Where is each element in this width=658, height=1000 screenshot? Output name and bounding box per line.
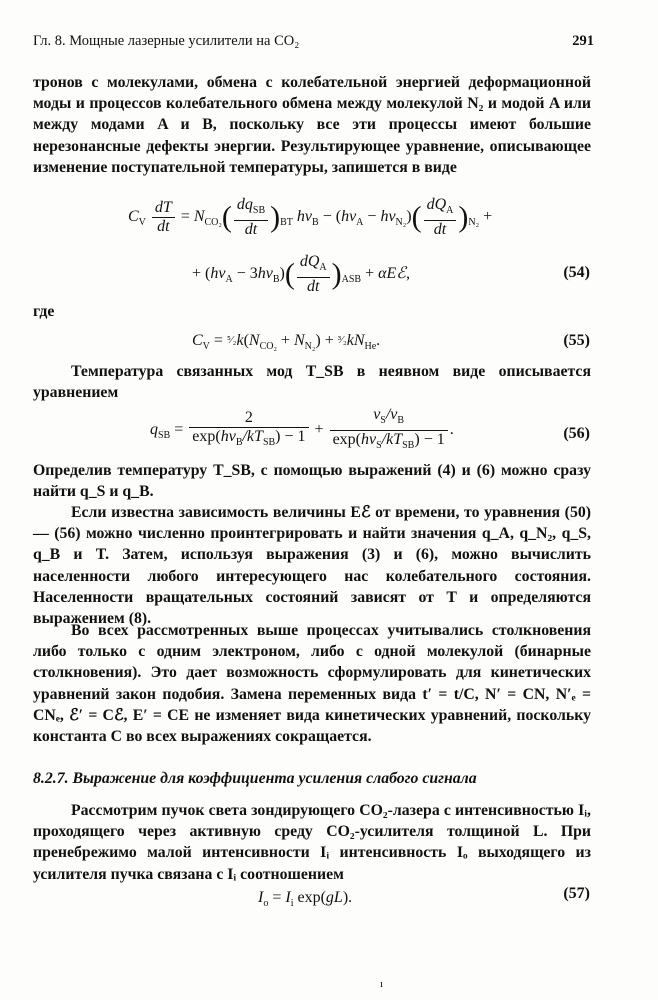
where-word: где (33, 303, 55, 320)
equation-55: $C_V$ = $^5⁄_2k(N_{CO_2} + N_{N_2})$ + $^3⁄_2kN_{He}$. (192, 332, 381, 352)
chapter-title: Гл. 8. Мощные лазерные усилители на CO₂ (33, 33, 300, 49)
equation-54-number: (54) (563, 264, 590, 281)
equation-54-line-1: $C_V$ $\frac{dT}{dt}$ = $N_{CO_2}$( $\frac{dq_{SB}}{dt}$ )$_{BT}$ $h\nu_B - (h\nu_A - h\nu_{N_2})$( $\frac{dQ_A}{dt}$ )$_{N_2}$ + (128, 196, 493, 238)
equation-56: $q_{SB}$ = $\frac{2}{\exp(h\nu_B/kT_{SB}) - 1}$ + $\frac{\nu_S/\nu_B}{\exp(h\nu_S/kT_{SB}) - 1}$ . (150, 406, 454, 451)
footer-mark: ı (380, 978, 384, 990)
equation-57-number: (57) (563, 885, 590, 902)
equation-55-number: (55) (563, 332, 590, 349)
equation-57: $I_o = I_i$ exp(gL). (258, 889, 353, 909)
paragraph-5: Во всех рассмотренных выше процессах учитывались столкновения либо только с одним электроном, либо с одной молекулой (бинарные столкновения). Это дает возможность сформулировать для кинетических уравнений закон подобия. Замена переменных вида t′ = t/C, N′ = CN, N′ₑ = CNₑ, ℰ′ = Cℰ, E′ = CE не изменяет вида кинетических уравнений, поскольку константа C во всех выражениях сокращается. (33, 622, 591, 746)
equation-56-number: (56) (563, 425, 590, 442)
section-heading: 8.2.7. Выражение для коэффициента усиления слабого сигнала (33, 770, 477, 787)
paragraph-1: тронов с молекулами, обмена с колебательной энергией деформационной моды и процессов колебательного обмена между молекулой N₂ и модой A или между модами A и B, поскольку все эти процессы имеют большие нерезонансные дефекты энергии. Результирующее уравнение, описывающее изменение поступательной температуры, запишется в виде (33, 74, 591, 176)
paragraph-2: Температура связанных мод T_SB в неявном виде описывается уравнением (33, 363, 591, 402)
page-number: 291 (572, 33, 594, 49)
paragraph-6: Рассмотрим пучок света зондирующего CO₂-лазера с интенсивностью Iᵢ, проходящего через активную среду CO₂-усилителя толщиной L. При пренебрежимо малой интенсивности Iᵢ интенсивность Iₒ выходящего из усилителя пучка связана с Iᵢ соотношением (33, 802, 591, 883)
paragraph-4: Если известна зависимость величины Eℰ от времени, то уравнения (50) — (56) можно численно проинтегрировать и найти значения q_A, q_N₂, q_S, q_B и T. Затем, используя выражения (3) и (6), можно вычислить населенности любого интересующего нас колебательного состояния. Населенности вращательных состояний зависят от T и определяются выражением (8). (33, 504, 591, 628)
equation-54-line-2: + $(h\nu_A - 3h\nu_B)$( $\frac{dQ_A}{dt}$ )$_{ASB}$ + αEℰ, (192, 253, 410, 295)
paragraph-3: Определив температуру T_SB, с помощью выражений (4) и (6) можно сразу найти q_S и q_B. (33, 462, 591, 501)
